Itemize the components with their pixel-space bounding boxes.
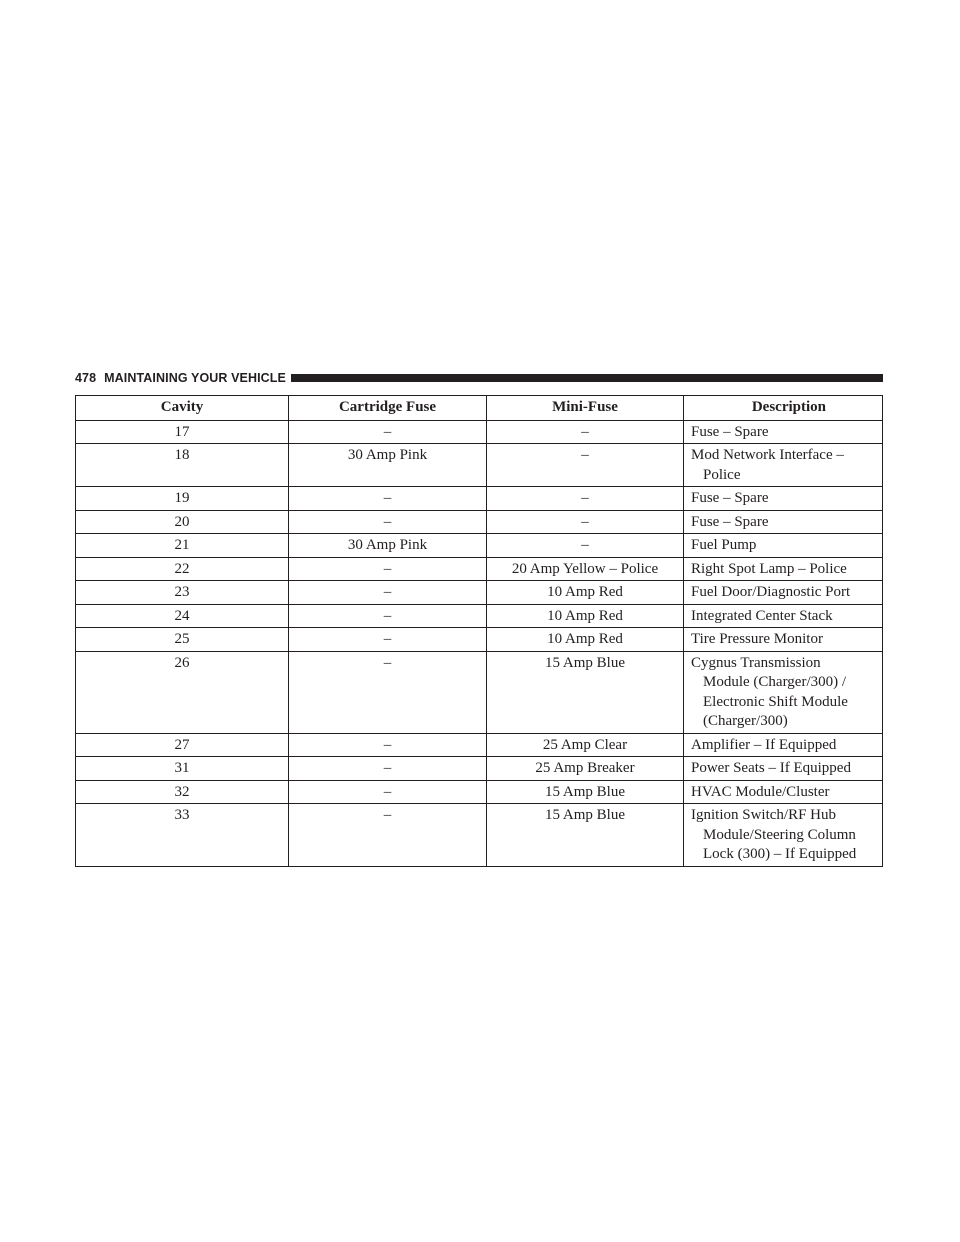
description-line: Module/Steering Column [703, 826, 856, 843]
table-row [76, 804, 883, 867]
mini-fuse-cell: 15 Amp Blue [487, 651, 684, 733]
description-cell [684, 420, 883, 444]
cavity-cell: 32 [76, 780, 289, 804]
cavity-cell: 31 [76, 757, 289, 781]
description-cell [684, 581, 883, 605]
description-line: (Charger/300) [703, 713, 788, 729]
cavity-cell: 21 [76, 534, 289, 558]
description-cell [684, 757, 883, 781]
cavity-cell: 17 [76, 420, 289, 444]
description-cell [684, 628, 883, 652]
mini-fuse-cell: – [487, 444, 684, 487]
mini-fuse-cell: 20 Amp Yellow – Police [487, 557, 684, 581]
cavity-cell: 23 [76, 581, 289, 605]
fuse-table-head [76, 396, 883, 421]
cartridge-fuse-cell: – [289, 420, 487, 444]
cavity-cell: 19 [76, 487, 289, 511]
description-line: Cygnus Transmission [691, 654, 821, 671]
table-row [76, 651, 883, 733]
fuse-table-body [76, 420, 883, 866]
cavity-cell: 18 [76, 444, 289, 487]
cavity-cell: 33 [76, 804, 289, 867]
mini-fuse-cell: 25 Amp Clear [487, 733, 684, 757]
cartridge-fuse-cell: – [289, 804, 487, 867]
description-cell [684, 604, 883, 628]
cartridge-fuse-cell: – [289, 651, 487, 733]
cavity-cell: 26 [76, 651, 289, 733]
description-cell [684, 534, 883, 558]
description-cell [684, 557, 883, 581]
table-row [76, 487, 883, 511]
table-row [76, 557, 883, 581]
mini-fuse-cell: 25 Amp Breaker [487, 757, 684, 781]
column-header-cavity: Cavity [76, 396, 289, 421]
description-line: Fuel Door/Diagnostic Port [691, 584, 851, 600]
table-row [76, 780, 883, 804]
cartridge-fuse-cell: – [289, 487, 487, 511]
description-line: Amplifier – If Equipped [691, 736, 837, 753]
cartridge-fuse-cell: 30 Amp Pink [289, 534, 487, 558]
mini-fuse-cell: 10 Amp Red [487, 628, 684, 652]
cavity-cell: 27 [76, 733, 289, 757]
mini-fuse-cell: – [487, 487, 684, 511]
page-header [75, 370, 883, 386]
description-cell [684, 804, 883, 867]
mini-fuse-cell: – [487, 534, 684, 558]
description-line: Police [703, 466, 741, 483]
description-line: Fuse – Spare [691, 423, 769, 440]
table-row [76, 628, 883, 652]
section-title: MAINTAINING YOUR VEHICLE [104, 371, 286, 385]
table-row [76, 510, 883, 534]
fuse-table [75, 395, 883, 867]
cartridge-fuse-cell: – [289, 604, 487, 628]
table-row [76, 534, 883, 558]
cavity-cell: 20 [76, 510, 289, 534]
header-row [76, 396, 883, 421]
header-rule [291, 374, 883, 382]
description-line: Fuel Pump [691, 537, 757, 553]
description-line: Fuse – Spare [691, 490, 769, 506]
description-line: Electronic Shift Module [703, 693, 848, 710]
mini-fuse-cell: 10 Amp Red [487, 604, 684, 628]
description-line: Fuse – Spare [691, 513, 769, 530]
description-cell [684, 651, 883, 733]
description-cell [684, 444, 883, 487]
cartridge-fuse-cell: – [289, 510, 487, 534]
description-cell [684, 487, 883, 511]
description-cell [684, 733, 883, 757]
cartridge-fuse-cell: – [289, 757, 487, 781]
cavity-cell: 25 [76, 628, 289, 652]
description-line: Integrated Center Stack [691, 607, 833, 624]
table-row [76, 420, 883, 444]
table-row [76, 581, 883, 605]
description-line: Lock (300) – If Equipped [703, 846, 857, 862]
table-row [76, 604, 883, 628]
mini-fuse-cell: 15 Amp Blue [487, 804, 684, 867]
description-line: Mod Network Interface – [691, 447, 844, 463]
cartridge-fuse-cell: – [289, 581, 487, 605]
cartridge-fuse-cell: 30 Amp Pink [289, 444, 487, 487]
description-line: Ignition Switch/RF Hub [691, 807, 837, 823]
description-cell [684, 510, 883, 534]
page-number: 478 [75, 371, 97, 385]
table-row [76, 444, 883, 487]
column-header-description: Description [684, 396, 883, 421]
description-line: HVAC Module/Cluster [691, 783, 830, 800]
cavity-cell: 24 [76, 604, 289, 628]
running-head [75, 371, 286, 385]
description-line: Module (Charger/300) / [703, 674, 847, 690]
cartridge-fuse-cell: – [289, 733, 487, 757]
column-header-cartridge-fuse: Cartridge Fuse [289, 396, 487, 421]
description-line: Tire Pressure Monitor [691, 631, 823, 647]
mini-fuse-cell: – [487, 420, 684, 444]
mini-fuse-cell: – [487, 510, 684, 534]
description-cell [684, 780, 883, 804]
description-line: Power Seats – If Equipped [691, 760, 851, 776]
description-line: Right Spot Lamp – Police [691, 560, 847, 577]
column-header-mini-fuse: Mini-Fuse [487, 396, 684, 421]
mini-fuse-cell: 10 Amp Red [487, 581, 684, 605]
mini-fuse-cell: 15 Amp Blue [487, 780, 684, 804]
cartridge-fuse-cell: – [289, 557, 487, 581]
cartridge-fuse-cell: – [289, 628, 487, 652]
table-row [76, 757, 883, 781]
table-row [76, 733, 883, 757]
cavity-cell: 22 [76, 557, 289, 581]
cartridge-fuse-cell: – [289, 780, 487, 804]
